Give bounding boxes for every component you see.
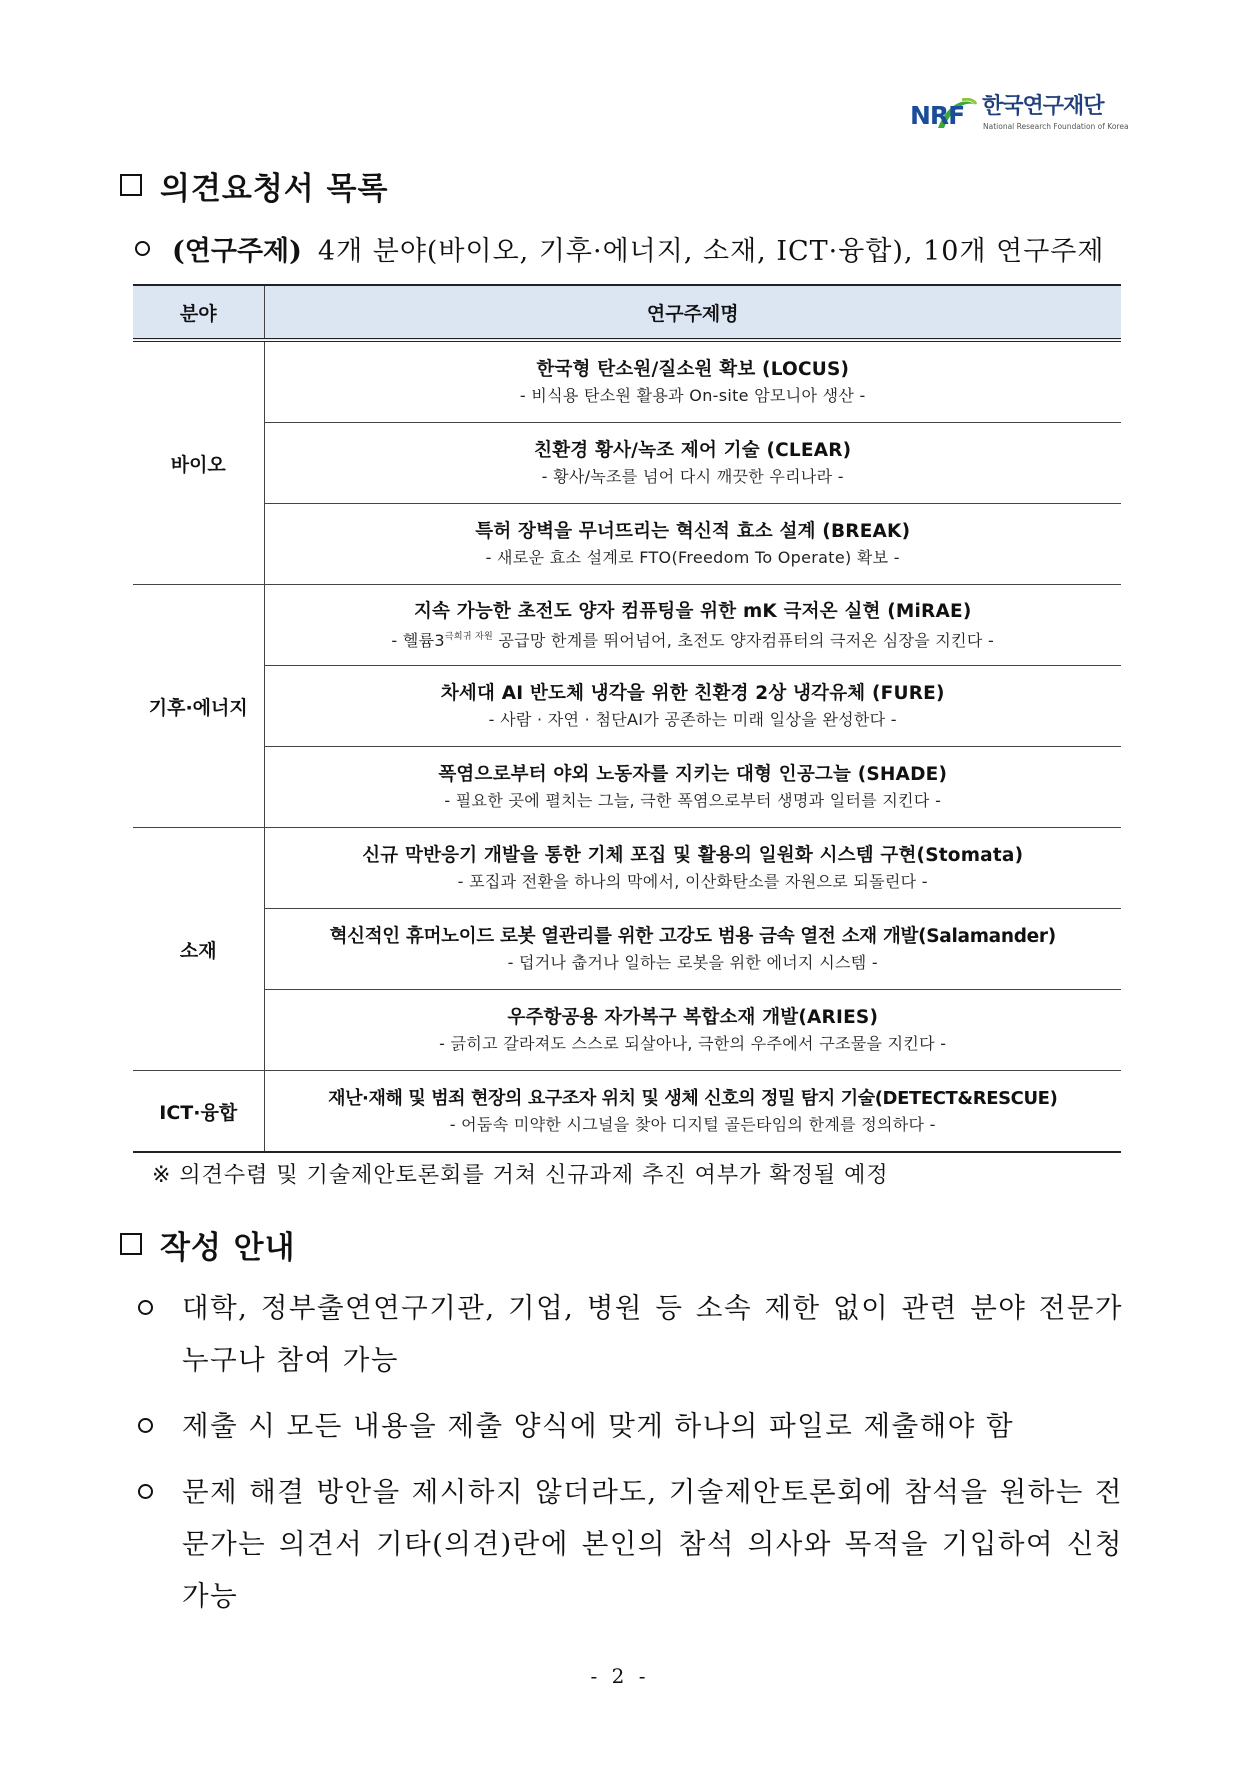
topic-subtitle: - 긁히고 갈라져도 스스로 되살아나, 극한의 우주에서 구조물을 지킨다 -: [439, 1034, 947, 1053]
subtitle-part: 공급망 한계를 뛰어넘어, 초전도 양자컴퓨터의 극저온 심장을 지킨다 -: [492, 630, 995, 650]
table-row: [133, 585, 1121, 666]
header-topic: 연구주제명: [264, 285, 1121, 340]
field-cell: ICT·융합: [133, 1071, 264, 1153]
table-header-row: [133, 285, 1121, 340]
topic-subtitle: - 황사/녹조를 넘어 다시 깨끗한 우리나라 -: [541, 467, 844, 486]
table-row: [133, 423, 1121, 504]
topic-cell: [264, 990, 1121, 1071]
topic-subtitle: - 사람 · 자연 · 첨단AI가 공존하는 미래 일상을 완성한다 -: [488, 710, 897, 729]
table-row: [133, 747, 1121, 828]
topic-title: 우주항공용 자가복구 복합소재 개발(ARIES): [507, 1007, 879, 1028]
topic-subtitle: [265, 625, 1122, 653]
summary-label: (연구주제): [172, 235, 302, 267]
topic-subtitle: - 덥거나 춥거나 일하는 로봇을 위한 에너지 시스템 -: [507, 953, 878, 972]
topic-cell: [264, 747, 1121, 828]
topic-subtitle: - 새로운 효소 설계로 FTO(Freedom To Operate) 확보 -: [485, 548, 900, 567]
section-title: 의견요청서 목록: [160, 170, 389, 207]
table-row: [133, 504, 1121, 585]
square-bullet-icon: [120, 174, 142, 196]
topic-cell: [264, 666, 1121, 747]
topic-subtitle: - 필요한 곳에 펼치는 그늘, 극한 폭염으로부터 생명과 일터를 지킨다 -: [444, 791, 942, 810]
table-row: [133, 828, 1121, 909]
section-heading-guide: [120, 1224, 296, 1264]
table-row: [133, 909, 1121, 990]
circle-bullet-icon: [138, 1418, 153, 1433]
header-field: 분야: [133, 285, 264, 340]
guide-item: [138, 1282, 1123, 1386]
topic-cell: [264, 585, 1121, 666]
topic-title: 폭염으로부터 야외 노동자를 지키는 대형 인공그늘 (SHADE): [438, 764, 948, 785]
table-note: ※ 의견수렴 및 기술제안토론회를 거쳐 신규과제 추진 여부가 확정될 예정: [152, 1163, 889, 1188]
guide-item: [138, 1466, 1123, 1622]
topic-subtitle: - 비식용 탄소원 활용과 On-site 암모니아 생산 -: [519, 386, 866, 405]
circle-bullet-icon: [138, 1484, 153, 1499]
logo-subtitle: National Research Foundation of Korea: [983, 122, 1129, 131]
guide-text: 문제 해결 방안을 제시하지 않더라도, 기술제안토론회에 참석을 원하는 전문가는 의견서 기타(의견)란에 본인의 참석 의사와 목적을 기입하여 신청 가능: [182, 1476, 1123, 1612]
section-heading-list: [120, 165, 388, 205]
topic-cell: [264, 828, 1121, 909]
topic-cell: [264, 340, 1121, 423]
topic-cell: [264, 909, 1121, 990]
field-cell: 바이오: [133, 340, 264, 585]
circle-bullet-icon: [135, 241, 150, 256]
topic-title: 혁신적인 휴머노이드 로봇 열관리를 위한 고강도 범용 금속 열전 소재 개발(Salamander): [329, 926, 1056, 947]
page-number: - 2 -: [590, 1664, 650, 1688]
square-bullet-icon: [120, 1233, 142, 1255]
summary-text: 4개 분야(바이오, 기후·에너지, 소재, ICT·융합), 10개 연구주제: [317, 235, 1105, 267]
topic-title: 재난·재해 및 범죄 현장의 요구조자 위치 및 생체 신호의 정밀 탐지 기술(DETECT&RESCUE): [328, 1088, 1058, 1109]
field-cell: 기후·에너지: [133, 585, 264, 828]
circle-bullet-icon: [138, 1300, 153, 1315]
topic-title: 특허 장벽을 무너뜨리는 혁신적 효소 설계 (BREAK): [475, 521, 911, 542]
research-topic-table: [133, 284, 1121, 1153]
topic-cell: [264, 1071, 1121, 1153]
subtitle-superscript: 극희귀 자원: [444, 631, 493, 642]
field-cell: 소재: [133, 828, 264, 1071]
topic-cell: [264, 504, 1121, 585]
topic-title: 친환경 황사/녹조 제어 기술 (CLEAR): [534, 440, 852, 461]
topic-title: 한국형 탄소원/질소원 확보 (LOCUS): [536, 359, 850, 380]
topic-title: 지속 가능한 초전도 양자 컴퓨팅을 위한 mK 극저온 실현 (MiRAE): [413, 600, 972, 622]
topic-subtitle: - 포집과 전환을 하나의 막에서, 이산화탄소를 자원으로 되돌린다 -: [457, 872, 928, 891]
table-row: [133, 1071, 1121, 1153]
research-topic-summary: [135, 228, 1104, 268]
logo-mark-text: NRF: [910, 101, 965, 130]
table-row: [133, 990, 1121, 1071]
subtitle-part: - 헬륨3: [391, 630, 445, 650]
topic-cell: [264, 423, 1121, 504]
table-row: [133, 666, 1121, 747]
guide-text: 대학, 정부출연연구기관, 기업, 병원 등 소속 제한 없이 관련 분야 전문가 누구나 참여 가능: [182, 1292, 1123, 1376]
nrf-logo: [908, 92, 1140, 140]
topic-title: 차세대 AI 반도체 냉각을 위한 친환경 2상 냉각유체 (FURE): [440, 683, 945, 704]
logo-name: 한국연구재단: [982, 94, 1104, 119]
section-title: 작성 안내: [160, 1229, 296, 1266]
guide-item: [138, 1400, 1123, 1452]
topic-subtitle: - 어둠속 미약한 시그널을 찾아 디지털 골든타임의 한계를 정의하다 -: [449, 1115, 936, 1134]
guide-text: 제출 시 모든 내용을 제출 양식에 맞게 하나의 파일로 제출해야 함: [182, 1410, 1015, 1442]
table-row: [133, 340, 1121, 423]
topic-title: 신규 막반응기 개발을 통한 기체 포집 및 활용의 일원화 시스템 구현(Stomata): [362, 845, 1024, 866]
